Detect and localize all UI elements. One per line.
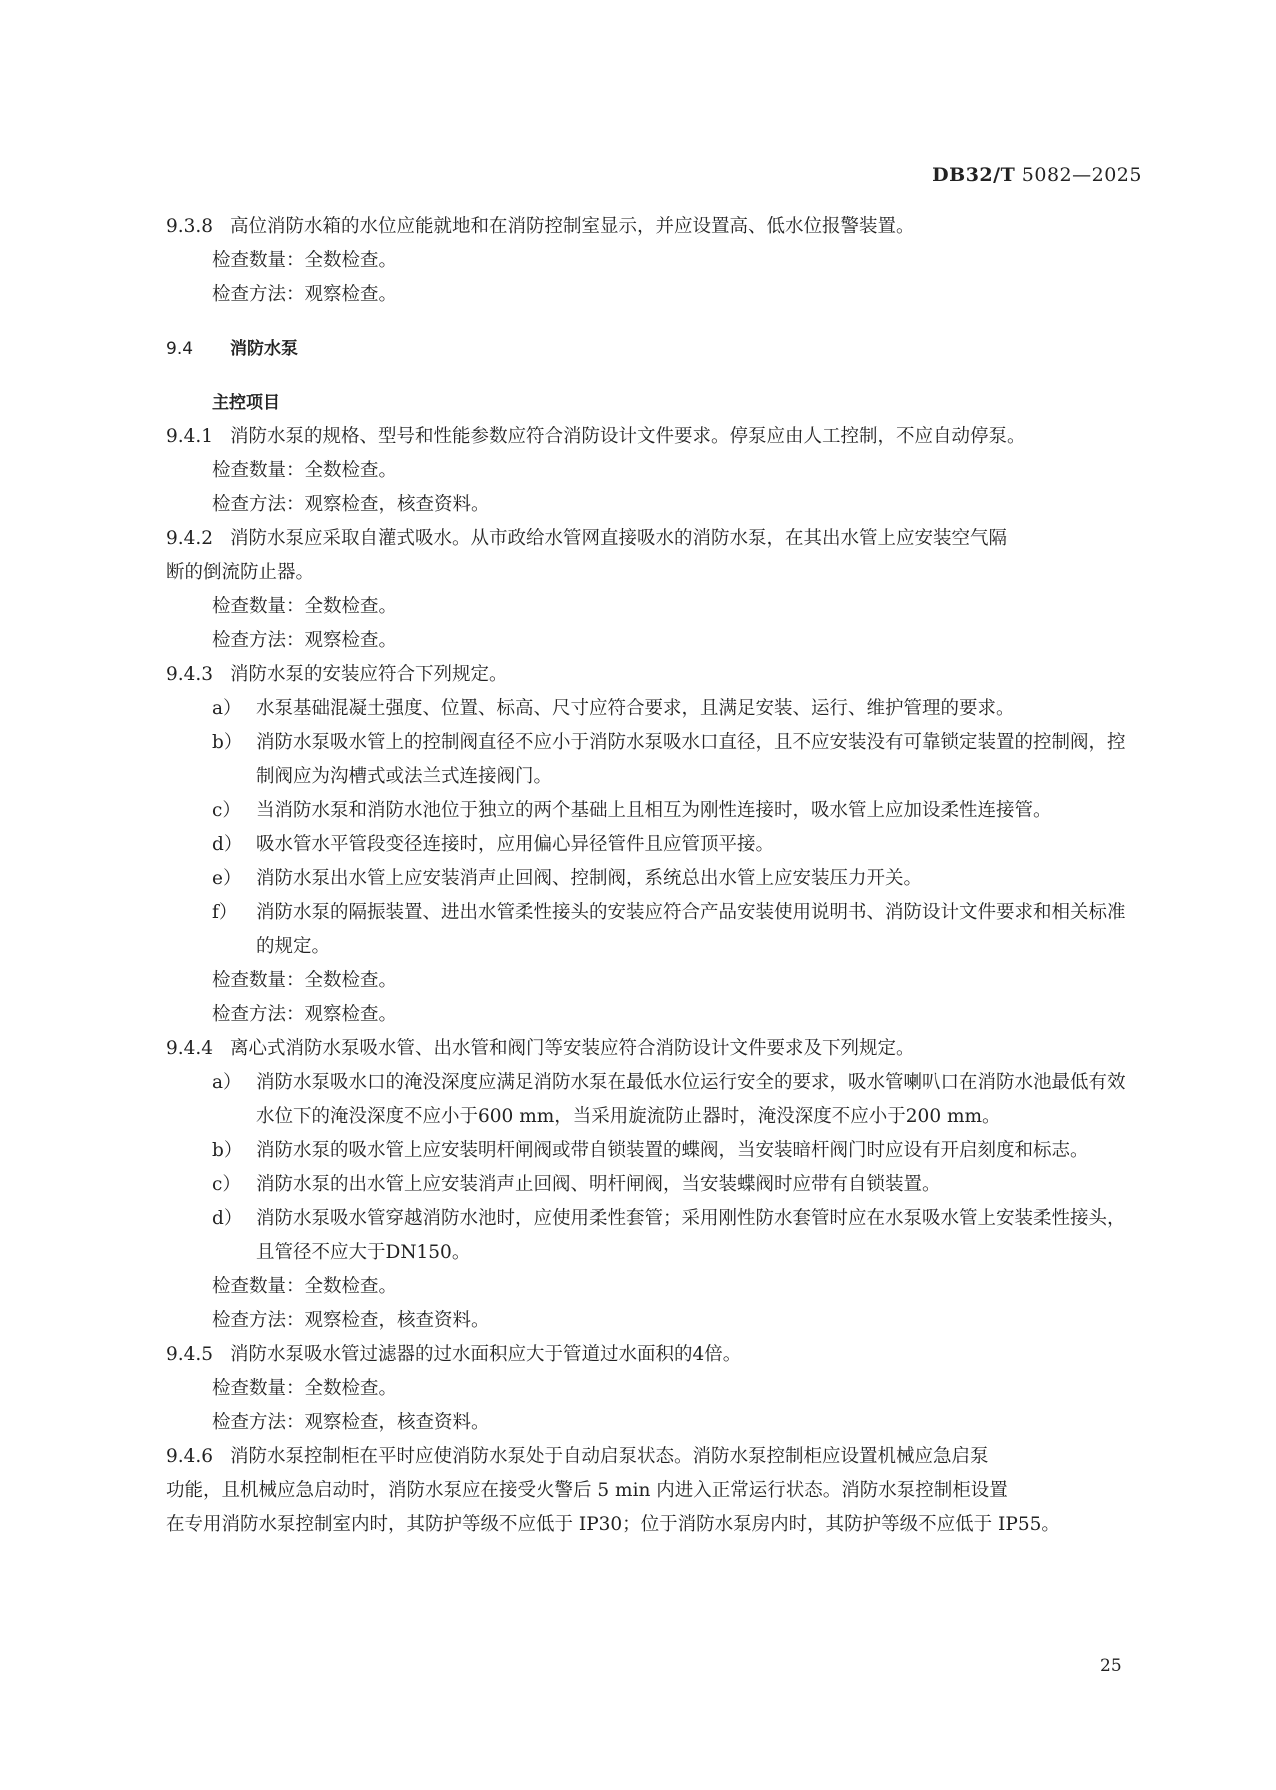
check-quantity: 检查数量：全数检查。 xyxy=(212,1276,398,1297)
clause-number: 9.4.2 xyxy=(166,528,214,549)
standard-prefix: DB32/T xyxy=(932,164,1016,186)
standard-header xyxy=(932,164,1142,186)
list-item-label: d） xyxy=(212,834,243,855)
standard-number: 5082—2025 xyxy=(1021,164,1142,186)
list-item xyxy=(166,1066,1142,1134)
clause-text-continued: 功能，且机械应急启动时，消防水泵应在接受火警后 5 min 内进入正常运行状态。消防水泵控制柜设置 xyxy=(166,1480,1008,1501)
list-item-text: 消防水泵的隔振装置、进出水管柔性接头的安装应符合产品安装使用说明书、消防设计文件要求和相关标准的规定。 xyxy=(256,902,1126,957)
list-item xyxy=(166,726,1142,794)
list-item-text: 吸水管水平管段变径连接时，应用偏心异径管件且应管顶平接。 xyxy=(256,834,775,855)
list-item-label: a） xyxy=(212,698,242,719)
clause-9-4-3 xyxy=(166,658,1142,692)
list-item-label: d） xyxy=(212,1208,243,1229)
document-body xyxy=(166,210,1142,1542)
check-quantity: 检查数量：全数检查。 xyxy=(212,596,398,617)
clause-number: 9.3.8 xyxy=(166,216,214,237)
clause-text: 消防水泵控制柜在平时应使消防水泵处于自动启泵状态。消防水泵控制柜应设置机械应急启泵 xyxy=(230,1446,989,1467)
list-item-label: c） xyxy=(212,800,241,821)
list-item-text: 水泵基础混凝土强度、位置、标高、尺寸应符合要求，且满足安装、运行、维护管理的要求。 xyxy=(256,698,1015,719)
check-method: 检查方法：观察检查。 xyxy=(212,284,398,305)
list-item-label: a） xyxy=(212,1072,242,1093)
subheading-main-control: 主控项目 xyxy=(212,393,280,413)
check-method: 检查方法：观察检查，核查资料。 xyxy=(212,1412,490,1433)
check-method: 检查方法：观察检查。 xyxy=(212,630,398,651)
clause-9-4-6 xyxy=(166,1440,1142,1474)
section-title: 消防水泵 xyxy=(230,339,298,359)
clause-number: 9.4.6 xyxy=(166,1446,214,1467)
check-quantity: 检查数量：全数检查。 xyxy=(212,250,398,271)
list-item-text: 消防水泵的出水管上应安装消声止回阀、明杆闸阀，当安装蝶阀时应带有自锁装置。 xyxy=(256,1174,941,1195)
clause-text: 离心式消防水泵吸水管、出水管和阀门等安装应符合消防设计文件要求及下列规定。 xyxy=(230,1038,915,1059)
check-method: 检查方法：观察检查，核查资料。 xyxy=(212,494,490,515)
clause-text: 高位消防水箱的水位应能就地和在消防控制室显示，并应设置高、低水位报警装置。 xyxy=(230,216,915,237)
clause-text: 消防水泵应采取自灌式吸水。从市政给水管网直接吸水的消防水泵，在其出水管上应安装空气隔 xyxy=(230,528,1008,549)
section-heading-9-4 xyxy=(166,332,1142,366)
list-item-label: e） xyxy=(212,868,242,889)
clause-number: 9.4.3 xyxy=(166,664,214,685)
check-quantity: 检查数量：全数检查。 xyxy=(212,460,398,481)
list-item xyxy=(166,1134,1142,1168)
list-item xyxy=(166,896,1142,964)
check-quantity: 检查数量：全数检查。 xyxy=(212,970,398,991)
list-item-text: 消防水泵的吸水管上应安装明杆闸阀或带自锁装置的蝶阀，当安装暗杆阀门时应设有开启刻度和标志。 xyxy=(256,1140,1089,1161)
clause-text: 消防水泵的规格、型号和性能参数应符合消防设计文件要求。停泵应由人工控制，不应自动停泵。 xyxy=(230,426,1026,447)
list-item xyxy=(166,1168,1142,1202)
list-item-label: c） xyxy=(212,1174,241,1195)
clause-9-4-4 xyxy=(166,1032,1142,1066)
list-item-text: 消防水泵吸水管上的控制阀直径不应小于消防水泵吸水口直径，且不应安装没有可靠锁定装置的控制阀，控制阀应为沟槽式或法兰式连接阀门。 xyxy=(256,732,1126,787)
check-quantity: 检查数量：全数检查。 xyxy=(212,1378,398,1399)
list-item-text: 消防水泵吸水管穿越消防水池时，应使用柔性套管；采用刚性防水套管时应在水泵吸水管上安装柔性接头，且管径不应大于DN150。 xyxy=(256,1208,1126,1263)
clause-number: 9.4.4 xyxy=(166,1038,214,1059)
list-item xyxy=(166,1202,1142,1270)
clause-9-3-8 xyxy=(166,210,1142,244)
clause-number: 9.4.1 xyxy=(166,426,214,447)
list-item xyxy=(166,862,1142,896)
list-item-label: b） xyxy=(212,1140,243,1161)
list-item xyxy=(166,794,1142,828)
clause-9-4-1 xyxy=(166,420,1142,454)
page-number: 25 xyxy=(1100,1656,1122,1676)
clause-9-4-2 xyxy=(166,522,1142,556)
list-item-label: f） xyxy=(212,902,238,923)
list-item-label: b） xyxy=(212,732,243,753)
clause-text: 消防水泵吸水管过滤器的过水面积应大于管道过水面积的4倍。 xyxy=(230,1344,742,1365)
list-item xyxy=(166,692,1142,726)
clause-text-continued: 在专用消防水泵控制室内时，其防护等级不应低于 IP30；位于消防水泵房内时，其防护等级不应低于 IP55。 xyxy=(166,1514,1060,1535)
list-item-text: 当消防水泵和消防水池位于独立的两个基础上且相互为刚性连接时，吸水管上应加设柔性连接管。 xyxy=(256,800,1052,821)
clause-9-4-5 xyxy=(166,1338,1142,1372)
list-item xyxy=(166,828,1142,862)
clause-text: 消防水泵的安装应符合下列规定。 xyxy=(230,664,508,685)
clause-text-continued: 断的倒流防止器。 xyxy=(166,562,315,583)
list-item-text: 消防水泵出水管上应安装消声止回阀、控制阀，系统总出水管上应安装压力开关。 xyxy=(256,868,923,889)
check-method: 检查方法：观察检查。 xyxy=(212,1004,398,1025)
check-method: 检查方法：观察检查，核查资料。 xyxy=(212,1310,490,1331)
clause-number: 9.4.5 xyxy=(166,1344,214,1365)
section-number: 9.4 xyxy=(166,339,194,359)
list-item-text: 消防水泵吸水口的淹没深度应满足消防水泵在最低水位运行安全的要求，吸水管喇叭口在消防水池最低有效水位下的淹没深度不应小于600 mm，当采用旋流防止器时，淹没深度不应小于200 mm。 xyxy=(256,1072,1126,1127)
